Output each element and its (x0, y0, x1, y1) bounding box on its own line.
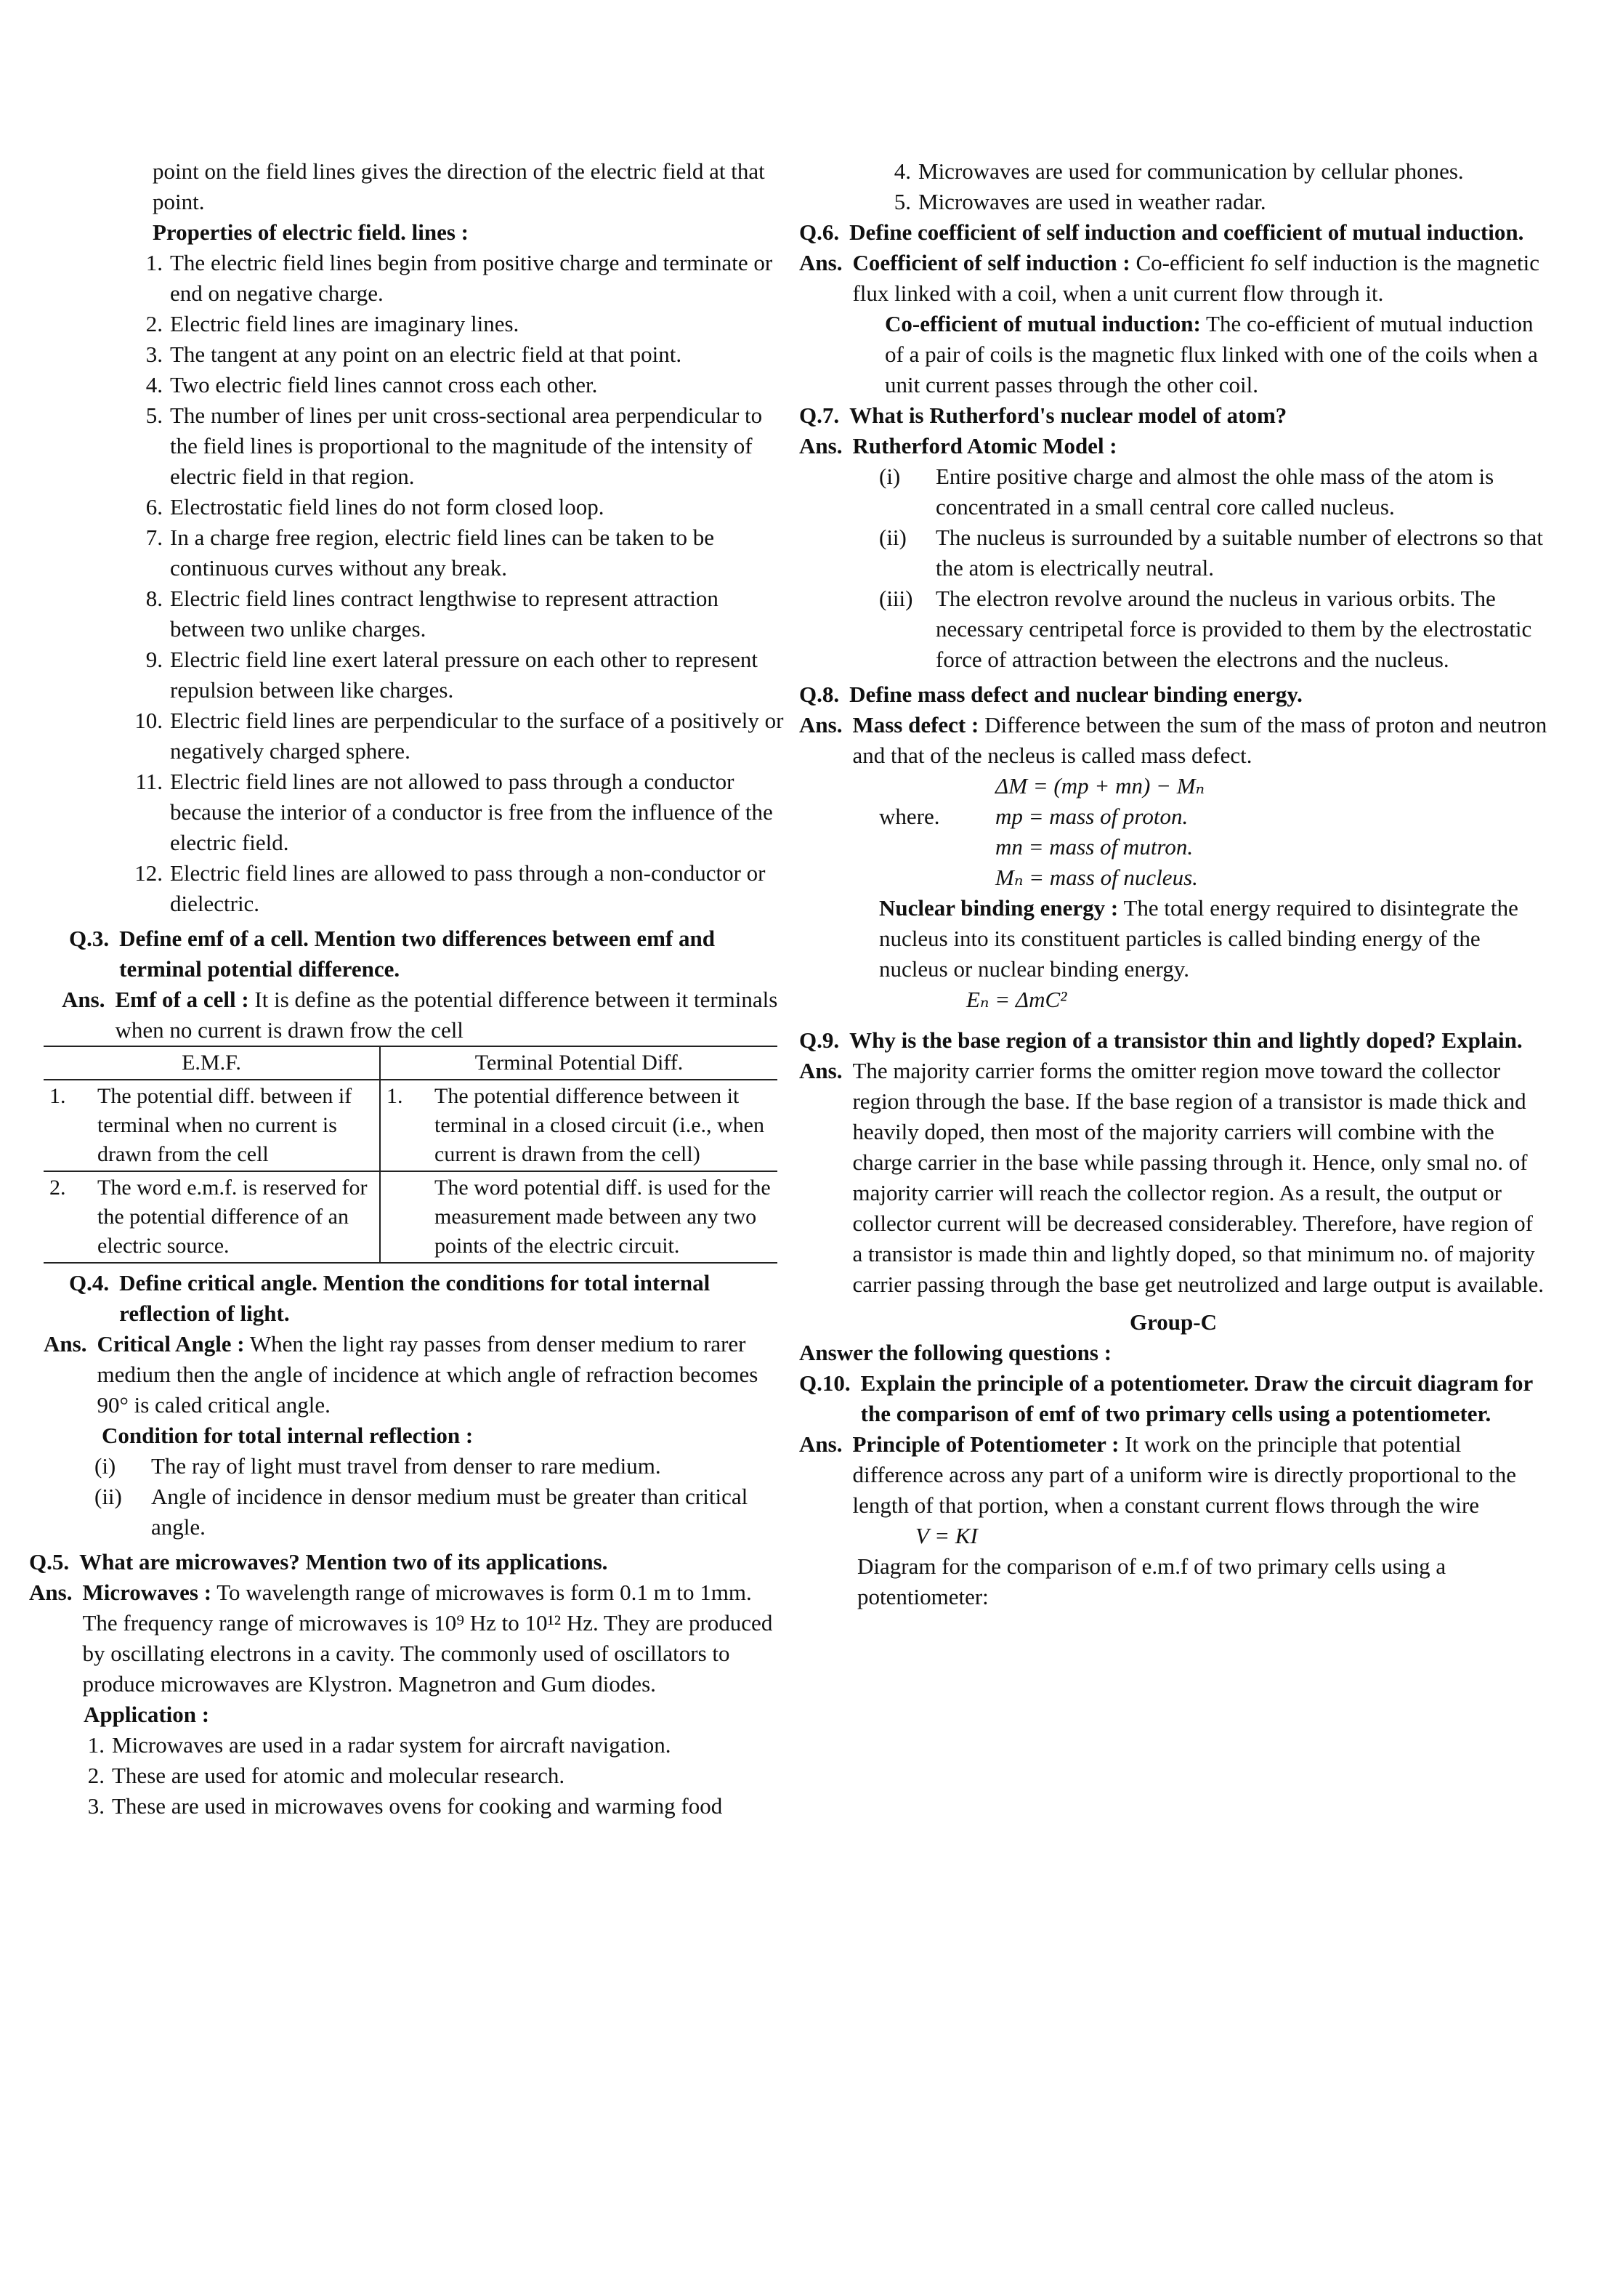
table-row (44, 1080, 777, 1171)
q6-text: Define coefficient of self induction and coefficient of mutual induction. (849, 219, 1524, 245)
item-number: 12. (134, 860, 163, 886)
emf-comparison-table (44, 1046, 777, 1264)
application-heading: Application : (84, 1702, 210, 1727)
q4-text: Define critical angle. Mention the conditions for total internal reflection of light. (119, 1270, 711, 1326)
condition-item (94, 1482, 792, 1543)
q3-ans-tag: Ans. (62, 987, 105, 1012)
q10-ans-tag: Ans. (799, 1431, 843, 1457)
q9-answer (799, 1056, 1547, 1300)
item-number: 9. (145, 647, 163, 672)
definition-line: mn = mass of mutron. (995, 834, 1194, 860)
item-text: The number of lines per unit cross-sectional area perpendicular to the field lines is proportional to the magnitude of the intensity of electric field in that region. (170, 403, 763, 489)
item-number: 1. (87, 1732, 105, 1758)
property-item (131, 370, 792, 400)
item-text: In a charge free region, electric field lines can be taken to be continuous curves without any break. (170, 525, 715, 581)
table-header-tpd: Terminal Potential Diff. (380, 1046, 777, 1080)
rutherford-points-list (799, 461, 1547, 675)
item-text: Microwaves are used in a radar system for aircraft navigation. (112, 1732, 671, 1758)
item-text: The electron revolve around the nucleus in various orbits. The necessary centripetal force is provided to them by the electrostatic force of attraction between the electrons and the nucleus. (936, 586, 1532, 672)
q10-answer (799, 1429, 1547, 1521)
item-text: These are used in microwaves ovens for cooking and warming food (112, 1793, 723, 1819)
item-text: The tangent at any point on an electric field at that point. (170, 341, 682, 367)
q4-tag: Q.4. (69, 1270, 110, 1295)
q6-tag: Q.6. (799, 219, 840, 245)
item-text: Entire positive charge and almost the ohle mass of the atom is concentrated in a small central core called nucleus. (936, 464, 1494, 520)
q8-text: Define mass defect and nuclear binding energy. (849, 682, 1303, 707)
item-number: 6. (145, 494, 163, 520)
property-item (131, 339, 792, 370)
q4-answer (29, 1329, 792, 1420)
tpd-cell: The word potential diff. is used for the measurement made between any two points of the electric circuit. (429, 1171, 777, 1263)
q10-question (799, 1368, 1547, 1429)
q6-question (799, 217, 1547, 248)
binding-energy-paragraph (799, 893, 1547, 985)
properties-heading: Properties of electric field. lines : (153, 219, 469, 245)
item-number: (iii) (879, 586, 913, 611)
tir-condition-heading: Condition for total internal reflection : (102, 1423, 474, 1448)
q7-question (799, 400, 1547, 431)
emf-definition: It is define as the potential difference between it terminals when no current is drawn frow the cell (115, 987, 778, 1043)
application-item (879, 156, 1547, 187)
item-number: 2. (87, 1763, 105, 1788)
rutherford-point (879, 461, 1547, 522)
item-text: The nucleus is surrounded by a suitable number of electrons so that the atom is electrically neutral. (936, 525, 1543, 581)
item-text: The ray of light must travel from denser to rare medium. (151, 1453, 661, 1479)
item-number: 4. (145, 372, 163, 397)
q7-answer (799, 431, 1547, 461)
q9-ans-tag: Ans. (799, 1058, 843, 1083)
diagram-caption: Diagram for the comparison of e.m.f of two primary cells using a potentiometer: (857, 1553, 1446, 1609)
potentiometer-formula: V = KI (915, 1523, 978, 1548)
q10-tag: Q.10. (799, 1370, 851, 1396)
q4-question (29, 1268, 792, 1329)
mass-defect-formula: ΔM = (mp + mn) − Mₙ (995, 773, 1205, 799)
q3-text: Define emf of a cell. Mention two differences between emf and terminal potential difference. (119, 926, 715, 982)
left-column (29, 156, 792, 1822)
item-text: The electric field lines begin from positive charge and terminate or end on negative charge. (170, 250, 773, 306)
q10-text: Explain the principle of a potentiometer. Draw the circuit diagram for the comparison of emf of two primary cells using a potentiometer. (860, 1370, 1533, 1426)
definition-line: Mₙ = mass of nucleus. (995, 865, 1198, 890)
item-text: Electric field line exert lateral pressure on each other to represent repulsion between like charges. (170, 647, 758, 703)
table-header-emf: E.M.F. (44, 1046, 380, 1080)
property-item (131, 400, 792, 492)
q7-ans-tag: Ans. (799, 433, 843, 458)
item-text: These are used for atomic and molecular research. (112, 1763, 565, 1788)
microwaves-label: Microwaves : (82, 1580, 212, 1605)
mass-defect-definition: Difference between the sum of the mass of proton and neutron and that of the necleus is called mass defect. (852, 712, 1547, 768)
group-heading: Group-C (1129, 1309, 1217, 1335)
q9-question (799, 1025, 1547, 1056)
microwaves-definition: To wavelength range of microwaves is form 0.1 m to 1mm. The frequency range of microwaves is 10⁹ Hz to 10¹² Hz. They are produced by oscillating electrons in a cavity. The commonly used of oscillators to produce microwaves are Klystron. Magnetron and Gum diodes. (82, 1580, 773, 1697)
item-number: 7. (145, 525, 163, 550)
item-text: Electrostatic field lines do not form closed loop. (170, 494, 604, 520)
q9-text: Why is the base region of a transistor thin and lightly doped? Explain. (849, 1027, 1523, 1053)
potentiometer-principle: It work on the principle that potential difference across any part of a uniform wire is directly proportional to the length of that portion, when a constant current flows through the wire (852, 1431, 1517, 1518)
q8-tag: Q.8. (799, 682, 840, 707)
q3-question (29, 923, 792, 985)
right-column (799, 156, 1547, 1612)
emf-cell: The potential diff. between if terminal when no current is drawn from the cell (92, 1080, 380, 1171)
instruction-text: Answer the following questions : (799, 1340, 1112, 1365)
q3-answer (29, 985, 792, 1046)
q4-ans-tag: Ans. (44, 1331, 87, 1357)
item-text: Angle of incidence in densor medium must be greater than critical angle. (151, 1484, 748, 1540)
condition-item (94, 1451, 792, 1482)
properties-list (29, 248, 792, 919)
q8-ans-tag: Ans. (799, 712, 843, 737)
emf-label: Emf of a cell : (115, 987, 249, 1012)
row-number: 1. (380, 1080, 429, 1171)
q5-question (29, 1547, 792, 1577)
item-number: (ii) (879, 525, 907, 550)
application-item (73, 1730, 792, 1761)
property-item (131, 309, 792, 339)
q5-ans-tag: Ans. (29, 1580, 73, 1605)
item-number: (i) (94, 1453, 116, 1479)
item-number: 3. (87, 1793, 105, 1819)
item-number: (ii) (94, 1484, 122, 1509)
item-number: 4. (894, 158, 911, 184)
q7-tag: Q.7. (799, 403, 840, 428)
item-number: 2. (145, 311, 163, 336)
critical-angle-label: Critical Angle : (97, 1331, 245, 1357)
property-item (131, 248, 792, 309)
property-item (131, 644, 792, 706)
tpd-cell: The potential difference between it terminal in a closed circuit (i.e., when current is drawn from the cell) (429, 1080, 777, 1171)
applications-list (29, 1730, 792, 1822)
rutherford-point (879, 583, 1547, 675)
rutherford-label: Rutherford Atomic Model : (852, 433, 1117, 458)
q9-tag: Q.9. (799, 1027, 840, 1053)
binding-energy-label: Nuclear binding energy : (879, 895, 1119, 921)
self-induction-definition: Co-efficient fo self induction is the magnetic flux linked with a coil, when a unit current flow through it. (852, 250, 1540, 306)
item-number: 1. (145, 250, 163, 275)
item-text: Electric field lines are allowed to pass through a non-conductor or dielectric. (170, 860, 766, 916)
q5-tag: Q.5. (29, 1549, 70, 1575)
emf-cell: The word e.m.f. is reserved for the potential difference of an electric source. (92, 1171, 380, 1263)
item-number: (i) (879, 464, 901, 489)
item-text: Microwaves are used in weather radar. (918, 189, 1266, 214)
item-number: 5. (894, 189, 911, 214)
item-number: 10. (134, 708, 163, 733)
item-text: Microwaves are used for communication by cellular phones. (918, 158, 1464, 184)
self-induction-label: Coefficient of self induction : (852, 250, 1130, 275)
q3-tag: Q.3. (69, 926, 110, 951)
transistor-explanation: The majority carrier forms the omitter region move toward the collector region through the base. If the base region of a transistor is made thick and heavily doped, then most of the majority carriers will combine with the charge carrier in the base while passing through it. Hence, only smal no. of majority carrier will reach the collector region. As a result, the output or collector current will be decreased considerabley. Therefore, have region of a transistor is made thin and lightly doped, so that minimum no. of majority carrier passing through the base get neutrolized and large output is available. (852, 1058, 1544, 1297)
q7-text: What is Rutherford's nuclear model of atom? (849, 403, 1287, 428)
mass-defect-definitions (995, 801, 1198, 893)
q5-text: What are microwaves? Mention two of its applications. (79, 1549, 608, 1575)
application-item (73, 1791, 792, 1822)
critical-angle-definition: When the light ray passes from denser medium to rarer medium then the angle of incidence at which angle of refraction becomes 90° is caled critical angle. (97, 1331, 758, 1418)
q8-answer (799, 710, 1547, 771)
intro-paragraph: point on the field lines gives the direction of the electric field at that point. (153, 158, 765, 214)
item-text: Electric field lines are perpendicular to the surface of a positively or negatively charged sphere. (170, 708, 784, 764)
item-number: 3. (145, 341, 163, 367)
property-item (131, 583, 792, 644)
item-text: Electric field lines are not allowed to pass through a conductor because the interior of a conductor is free from the influence of the electric field. (170, 769, 773, 855)
mutual-induction-paragraph (799, 309, 1547, 400)
item-text: Two electric field lines cannot cross each other. (170, 372, 598, 397)
application-item (879, 187, 1547, 217)
mass-defect-label: Mass defect : (852, 712, 979, 737)
row-number: 1. (44, 1080, 92, 1171)
mutual-induction-label: Co-efficient of mutual induction: (885, 311, 1201, 336)
item-number: 11. (135, 769, 163, 794)
tir-conditions-list (29, 1451, 792, 1543)
binding-energy-definition: The total energy required to disintegrate the nucleus into its constituent particles is called binding energy of the nucleus or nuclear binding energy. (879, 895, 1518, 982)
property-item (131, 706, 792, 767)
property-item (131, 522, 792, 583)
table-row (44, 1171, 777, 1263)
row-number: 2. (44, 1171, 92, 1263)
row-number (380, 1171, 429, 1263)
q8-question (799, 679, 1547, 710)
item-text: Electric field lines are imaginary lines. (170, 311, 519, 336)
q6-ans-tag: Ans. (799, 250, 843, 275)
property-item (131, 767, 792, 858)
application-item (73, 1761, 792, 1791)
definition-line: mp = mass of proton. (995, 804, 1189, 829)
property-item (131, 492, 792, 522)
where-label: where. (879, 804, 940, 829)
binding-energy-formula: Eₙ = ΔmC² (966, 987, 1067, 1012)
item-number: 5. (145, 403, 163, 428)
mutual-induction-definition: The co-efficient of mutual induction of a pair of coils is the magnetic flux linked with one of the coils when a unit current passes through the other coil. (885, 311, 1538, 397)
potentiometer-label: Principle of Potentiometer : (852, 1431, 1120, 1457)
q6-answer (799, 248, 1547, 309)
item-text: Electric field lines contract lengthwise to represent attraction between two unlike charges. (170, 586, 719, 642)
applications-cont-list (799, 156, 1547, 217)
q5-answer (29, 1577, 792, 1699)
item-number: 8. (145, 586, 163, 611)
rutherford-point (879, 522, 1547, 583)
property-item (131, 858, 792, 919)
